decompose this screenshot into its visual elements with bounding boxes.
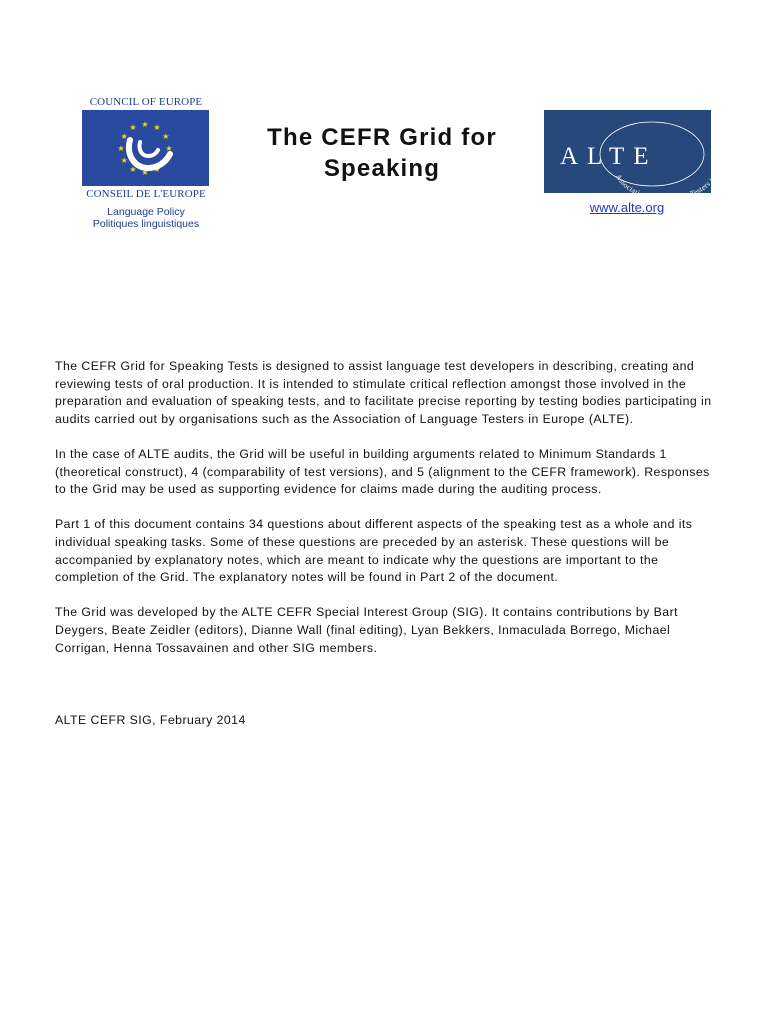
coe-flag-emblem xyxy=(82,110,209,186)
document-signature: ALTE CEFR SIG, February 2014 xyxy=(55,713,246,727)
council-of-europe-logo xyxy=(78,96,214,230)
body-paragraph-2: In the case of ALTE audits, the Grid will be useful in building arguments related to Minimum Standards 1 (theoretical construct), 4 (comparability of test versions), and 5 (alignment to the CEFR framework). Responses to the Grid may be used as supporting evidence for claims made during the auditing process. xyxy=(55,446,710,497)
star-icon: ★ xyxy=(141,120,149,129)
star-icon: ★ xyxy=(162,132,170,141)
body-paragraph-3: Part 1 of this document contains 34 questions about different aspects of the speaking test as a whole and its individual speaking tasks. Some of these questions are preceded by an asterisk. These questions will be accompanied by explanatory notes, which are meant to indicate why the questions are important to the completion of the Grid. The explanatory notes will be found in Part 2 of the document. xyxy=(55,517,693,585)
star-icon: ★ xyxy=(141,168,149,177)
body-paragraph-4: The Grid was developed by the ALTE CEFR Special Interest Group (SIG). It contains contributions by Bart Deygers, Beate Zeidler (editors), Dianne Wall (final editing), Lyan Bekkers, Inmaculada Borrego, Michael Corrigan, Henna Tossavainen and other SIG members. xyxy=(55,605,678,655)
alte-logo-text: ALTE xyxy=(560,143,658,170)
alte-emblem-icon xyxy=(544,110,711,193)
title-line-1: The CEFR Grid for xyxy=(267,124,497,151)
star-icon: ★ xyxy=(129,164,137,174)
document-title xyxy=(262,122,502,184)
coe-language-policy-en: Language Policy xyxy=(107,206,185,218)
star-icon: ★ xyxy=(153,123,161,133)
star-icon: ★ xyxy=(153,164,161,174)
star-icon: ★ xyxy=(120,132,128,141)
star-icon: ★ xyxy=(129,123,137,133)
coe-stars-icon xyxy=(82,110,209,186)
coe-name-french: CONSEIL DE L'EUROPE xyxy=(86,188,206,200)
star-icon: ★ xyxy=(162,156,170,165)
document-body xyxy=(55,358,715,675)
coe-name-english: COUNCIL OF EUROPE xyxy=(89,96,203,108)
body-paragraph-1: The CEFR Grid for Speaking Tests is designed to assist language test developers in describing, creating and reviewing tests of oral production. It is intended to stimulate critical reflection amongst those involved in the preparation and evaluation of speaking tests, and to facilitate precise reporting by testing bodies participating in audits carried out by organisations such as the Association of Language Testers in Europe (ALTE). xyxy=(55,359,712,426)
star-icon: ★ xyxy=(120,156,128,165)
star-icon: ★ xyxy=(165,144,173,153)
alte-logo xyxy=(544,110,711,193)
alte-circle-text: Associati ester xyxy=(614,172,710,193)
star-icon: ★ xyxy=(117,144,125,153)
title-line-2: Speaking xyxy=(323,155,441,182)
coe-language-policy-fr: Politiques linguistiques xyxy=(92,218,200,230)
alte-website-link[interactable]: www.alte.org xyxy=(589,200,665,215)
